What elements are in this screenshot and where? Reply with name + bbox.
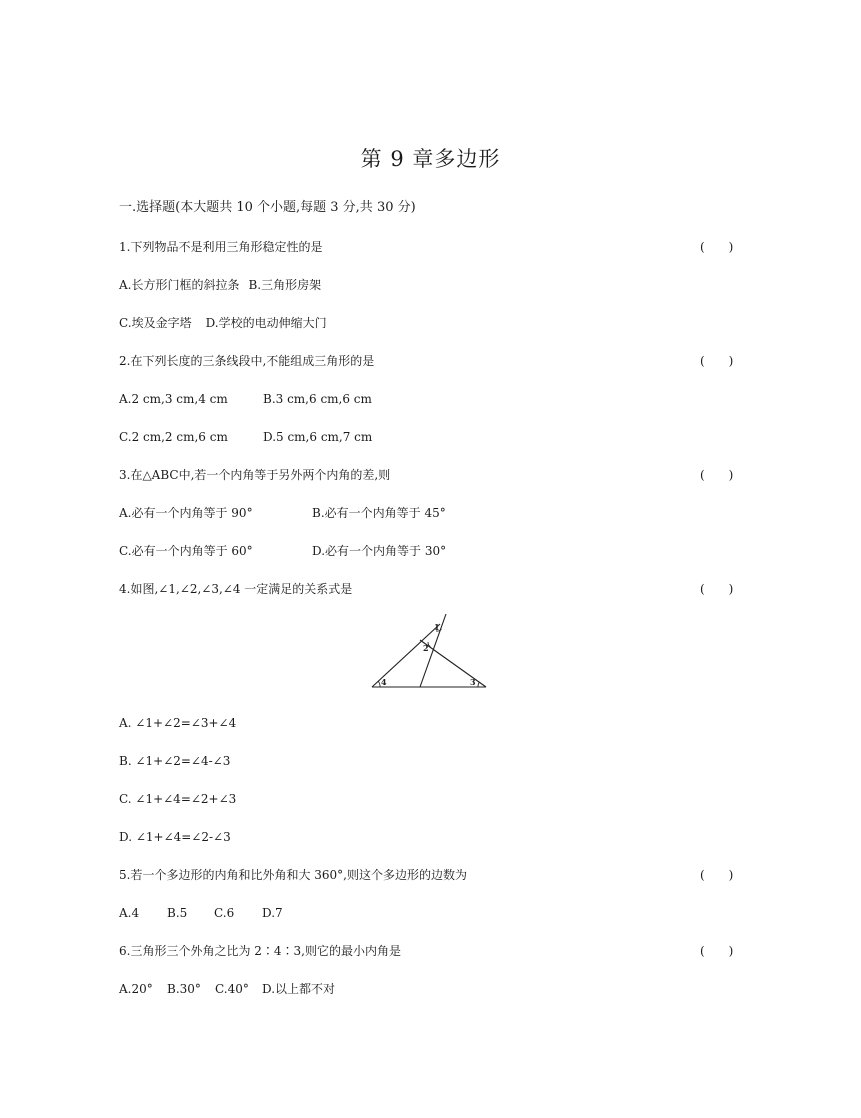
angle-label-3: 3 [470, 677, 476, 687]
question-3-options-row-2 [119, 543, 446, 559]
question-1-options-row-1 [119, 277, 321, 293]
question-2-options-row-1 [119, 391, 372, 407]
q4-option-b: B. ∠1+∠2=∠4-∠3 [119, 754, 231, 768]
question-1-answer-paren: ( ) [700, 240, 734, 254]
question-4-answer-paren: ( ) [700, 582, 734, 596]
q2-option-d: D.5 cm,6 cm,7 cm [263, 430, 373, 444]
question-5-answer-paren: ( ) [700, 868, 734, 882]
q2-option-b: B.3 cm,6 cm,6 cm [263, 392, 372, 406]
q6-option-d: D.以上都不对 [262, 982, 336, 996]
q3-option-a: A.必有一个内角等于 90° [119, 506, 253, 520]
question-5-options-row [119, 905, 283, 921]
q3-option-b: B.必有一个内角等于 45° [312, 506, 446, 520]
q6-option-a: A.20° [119, 982, 153, 996]
question-2-stem: 2.在下列长度的三条线段中,不能组成三角形的是 [119, 354, 375, 368]
q1-option-b: B.三角形房架 [248, 278, 322, 292]
question-6-options-row [119, 981, 335, 997]
q6-option-b: B.30° [167, 982, 201, 996]
q4-option-c: C. ∠1+∠4=∠2+∠3 [119, 792, 237, 806]
q3-option-d: D.必有一个内角等于 30° [312, 544, 447, 558]
question-1-options-row-2 [119, 315, 327, 331]
angle-label-1: 1 [434, 622, 440, 632]
q4-option-d: D. ∠1+∠4=∠2-∠3 [119, 830, 231, 844]
question-6-answer-paren: ( ) [700, 944, 734, 958]
q2-option-c: C.2 cm,2 cm,6 cm [119, 430, 228, 444]
q5-option-b: B.5 [167, 906, 188, 920]
angle-label-4: 4 [381, 677, 387, 687]
question-2-options-row-2 [119, 429, 372, 445]
section-title: 一.选择题(本大题共 10 个小题,每题 3 分,共 30 分) [119, 200, 416, 215]
question-6-stem: 6.三角形三个外角之比为 2∶4∶3,则它的最小内角是 [119, 944, 401, 958]
question-3-stem: 3.在△ABC中,若一个内角等于另外两个内角的差,则 [119, 468, 391, 482]
q5-option-c: C.6 [214, 906, 235, 920]
q4-option-a: A. ∠1+∠2=∠3+∠4 [119, 716, 237, 730]
q2-option-a: A.2 cm,3 cm,4 cm [119, 392, 228, 406]
question-4-stem: 4.如图,∠1,∠2,∠3,∠4 一定满足的关系式是 [119, 582, 353, 596]
question-5-stem: 5.若一个多边形的内角和比外角和大 360°,则这个多边形的边数为 [119, 868, 467, 882]
angle-4-arc [378, 681, 380, 687]
q5-option-d: D.7 [262, 906, 283, 920]
q3-option-c: C.必有一个内角等于 60° [119, 544, 253, 558]
q1-option-d: D.学校的电动伸缩大门 [205, 316, 327, 330]
q1-option-a: A.长方形门框的斜拉条 [119, 278, 240, 292]
q1-option-c: C.埃及金字塔 [119, 316, 192, 330]
q5-option-a: A.4 [119, 906, 140, 920]
question-1-stem: 1.下列物品不是利用三角形稳定性的是 [119, 240, 323, 254]
q6-option-c: C.40° [215, 982, 249, 996]
question-3-options-row-1 [119, 505, 446, 521]
question-3-answer-paren: ( ) [700, 468, 734, 482]
question-2-answer-paren: ( ) [700, 354, 734, 368]
angle-label-2: 2 [423, 643, 429, 653]
page-title: 第 9 章多边形 [360, 147, 501, 171]
angle-3-arc [478, 682, 480, 687]
question-4-figure [366, 612, 492, 692]
